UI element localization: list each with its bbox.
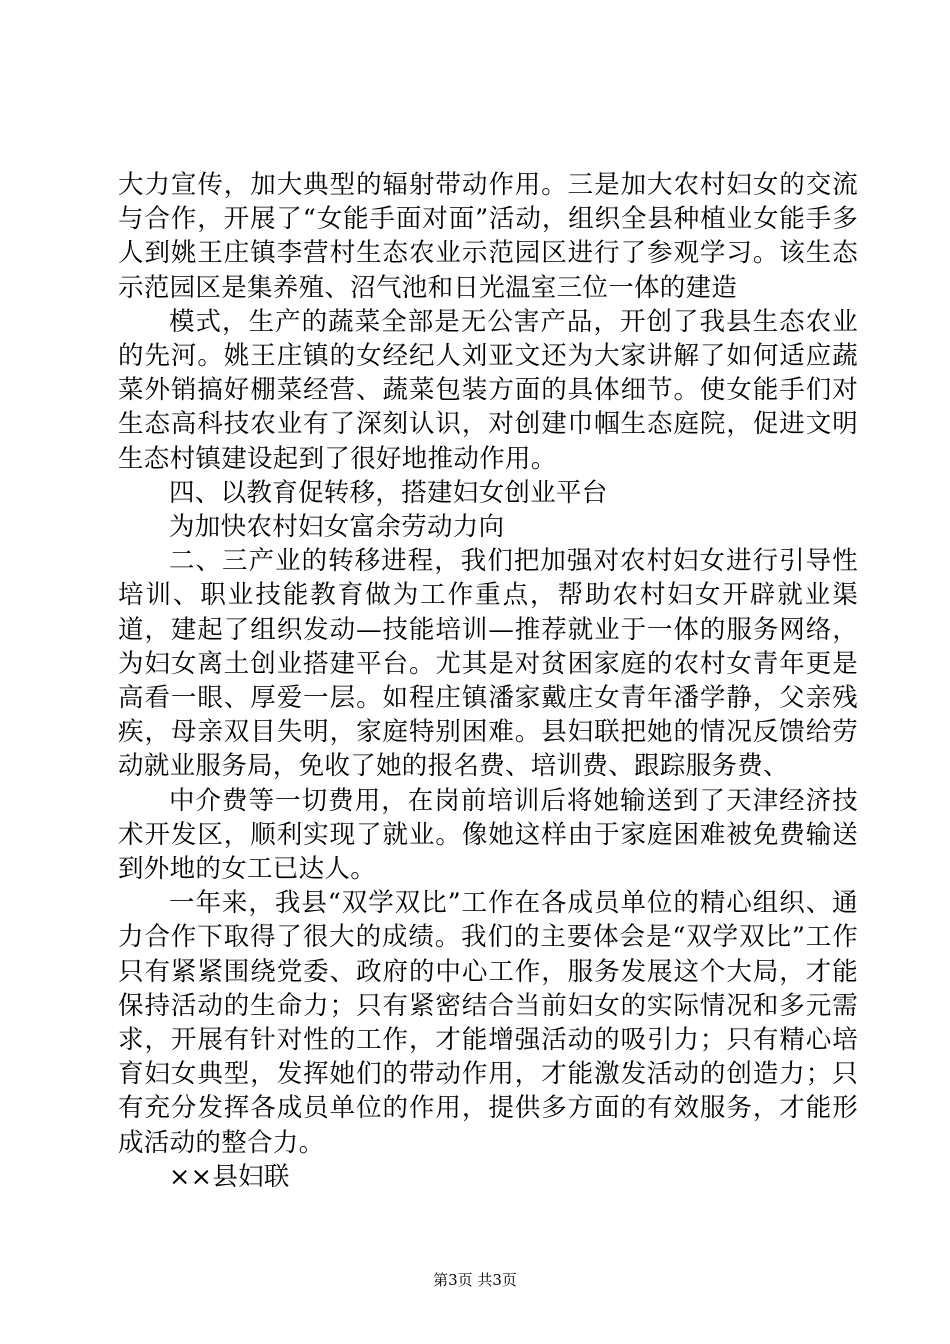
section-heading-four: 四、以教育促转移，搭建妇女创业平台 [169,477,608,508]
paragraph-labor-transfer-lead: 为加快农村妇女富余劳动力向 [169,512,505,543]
page-footer: 第3页 共3页 [433,1271,517,1289]
signature-line: ××县妇联 [169,1161,290,1192]
paragraph-continued: 大力宣传，加大典型的辐射带动作用。三是加大农村妇女的交流与合作，开展了“女能手面对面”活动，组织全县种植业女能手多人到姚王庄镇李营村生态农业示范园区进行了参观学习。该生态示范园区是集养殖、沼气池和日光温室三位一体的建造 [118,170,858,303]
paragraph-industry-transfer: 二、三产业的转移进程，我们把加强对农村妇女进行引导性培训、职业技能教育做为工作重点，帮助农村妇女开辟就业渠道，建起了组织发动—技能培训—推荐就业于一体的服务网络，为妇女离土创业搭建平台。尤其是对贫困家庭的农村女青年更是高看一眼、厚爱一层。如程庄镇潘家戴庄女青年潘学静，父亲残疾，母亲双目失明，家庭特别困难。县妇联把她的情况反馈给劳动就业服务局，免收了她的报名费、培训费、跟踪服务费、 [118,546,858,782]
document-body [118,168,858,1194]
paragraph-fees-waived: 中介费等一切费用，在岗前培训后将她输送到了天津经济技术开发区，顺利实现了就业。像她这样由于家庭困难被免费输送到外地的女工已达人。 [118,785,858,885]
paragraph-annual-summary: 一年来，我县“双学双比”工作在各成员单位的精心组织、通力合作下取得了很大的成绩。我们的主要体会是“双学双比”工作只有紧紧围绕党委、政府的中心工作，服务发展这个大局，才能保持活动的生命力；只有紧密结合当前妇女的实际情况和多元需求，开展有针对性的工作，才能增强活动的吸引力；只有精心培育妇女典型，发挥她们的带动作用，才能激发活动的创造力；只有充分发挥各成员单位的作用，提供多方面的有效服务，才能形成活动的整合力。 [118,888,858,1158]
paragraph-ecological-model: 模式，生产的蔬菜全部是无公害产品，开创了我县生态农业的先河。姚王庄镇的女经纪人刘亚文还为大家讲解了如何适应蔬菜外销搞好棚菜经营、蔬菜包装方面的具体细节。使女能手们对生态高科技农业有了深刻认识，对创建巾帼生态庭院，促进文明生态村镇建设起到了很好地推动作用。 [118,306,858,474]
